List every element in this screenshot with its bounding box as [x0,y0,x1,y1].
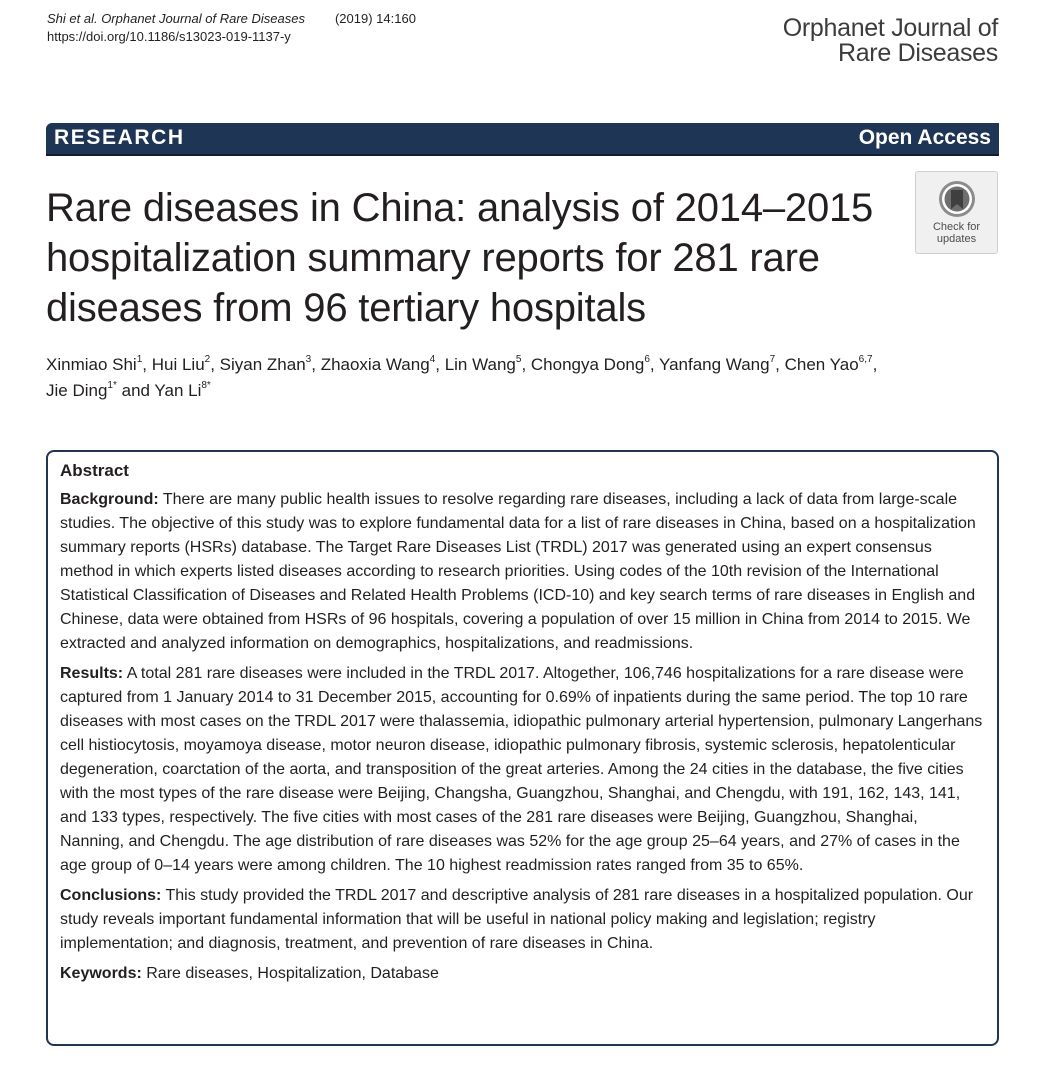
citation-header [47,10,416,46]
citation-text: Shi et al. Orphanet Journal of Rare Diseases [47,11,305,26]
author: Yanfang Wang$^7$ [659,354,776,374]
journal-name-line1: Orphanet Journal of [782,14,998,42]
keywords-label: Keywords: [60,965,142,982]
conclusions-label: Conclusions: [60,887,162,904]
journal-logo [783,16,998,66]
conclusions-text: This study provided the TRDL 2017 and descriptive analysis of 281 rare diseases in a hospitalized population. Our study reveals important fundamental information that will be useful in national policy making and legislation; registry implementation; and diagnosis, treatment, and prevention of rare diseases in China. [60,887,974,952]
abstract-keywords [60,962,985,986]
authors-conjunction: and [121,381,150,400]
open-access-label: Open Access [858,126,991,149]
abstract-heading: Abstract [60,461,129,480]
section-banner [46,123,999,156]
crossmark-icon [937,179,977,219]
doi-link[interactable]: https://doi.org/10.1186/s13023-019-1137-y [47,29,291,44]
author-list: Xinmiao Shi$^1$, Hui Liu$^2$, Siyan Zhan$^3$, Zhaoxia Wang$^4$, Lin Wang$^5$, Chongya Dong$^6$, Yanfang Wang$^7$, Chen Yao$^{6,7}$, Jie Ding$^{1*}$ and Yan $Li^{8*}$ [46,354,878,400]
abstract-box [46,450,999,1046]
abstract-results [60,662,985,878]
results-label: Results: [60,665,124,682]
year-volume: (2019) 14:160 [334,11,416,26]
author: Xinmiao Shi$^1$ [46,354,143,374]
author: Yan $Li^{8*}$ [154,380,211,400]
keywords-text: Rare diseases, Hospitalization, Database [146,965,439,982]
journal-name-line2: Rare Diseases [837,39,998,67]
author: Hui Liu$^2$ [151,354,211,374]
author: Zhaoxia Wang$^4$ [320,354,436,374]
section-label: RESEARCH [54,126,185,149]
check-for-updates-button[interactable] [915,171,998,254]
check-updates-line1: Check for [932,221,981,233]
abstract-background [60,488,985,656]
author: Jie Ding$^{1*}$ [46,380,117,400]
background-label: Background: [60,491,159,508]
article-title: Rare diseases in China: analysis of 2014–2015 hospitalization summary reports for 281 rare diseases from 96 tertiary hospitals [46,186,874,330]
check-updates-line2: updates [936,233,977,245]
abstract-conclusions [60,884,985,956]
results-text: A total 281 rare diseases were included in the TRDL 2017. Altogether, 106,746 hospitalizations for a rare disease were captured from 1 January 2014 to 31 December 2015, accounting for 0.69% of inpatients during the same period. The top 10 rare diseases with most cases on the TRDL 2017 were thalassemia, idiopathic pulmonary arterial hypertension, pulmonary Langerhans cell histiocytosis, moyamoya disease, motor neuron disease, idiopathic pulmonary fibrosis, systemic sclerosis, hepatolenticular degeneration, coarctation of the aorta, and transposition of the great arteries. Among the 24 cities in the database, the five cities with the most types of the rare disease were Beijing, Changsha, Guangzhou, Shanghai, and Chengdu, with 191, 162, 143, 141, and 133 types, respectively. The five cities with most cases of the 281 rare diseases were Beijing, Guangzhou, Shanghai, Nanning, and Chengdu. The age distribution of rare diseases was 52% for the age group 25–64 years, and 27% of cases in the age group of 0–14 years were among children. The 10 highest readmission rates ranged from 35 to 65%. [60,665,983,874]
author: Siyan Zhan$^3$ [219,354,312,374]
author: Chen Yao$^{6,7}$ [784,354,873,374]
background-text: There are many public health issues to resolve regarding rare diseases, including a lack of data from large-scale studies. The objective of this study was to explore fundamental data for a list of rare diseases in China, based on a hospitalization summary reports (HSRs) database. The Target Rare Diseases List (TRDL) 2017 was generated using an expert consensus method in which experts listed diseases according to research priorities. Using codes of the 10th revision of the International Statistical Classification of Diseases and Related Health Problems (ICD-10) and key search terms of rare diseases in English and Chinese, data were obtained from HSRs of 96 hospitals, covering a population of over 15 million in China from 2014 to 2015. We extracted and analyzed information on demographics, hospitalizations, and readmissions. [60,491,976,652]
author: Lin Wang$^5$ [444,354,522,374]
author: Chongya Dong$^6$ [530,354,650,374]
